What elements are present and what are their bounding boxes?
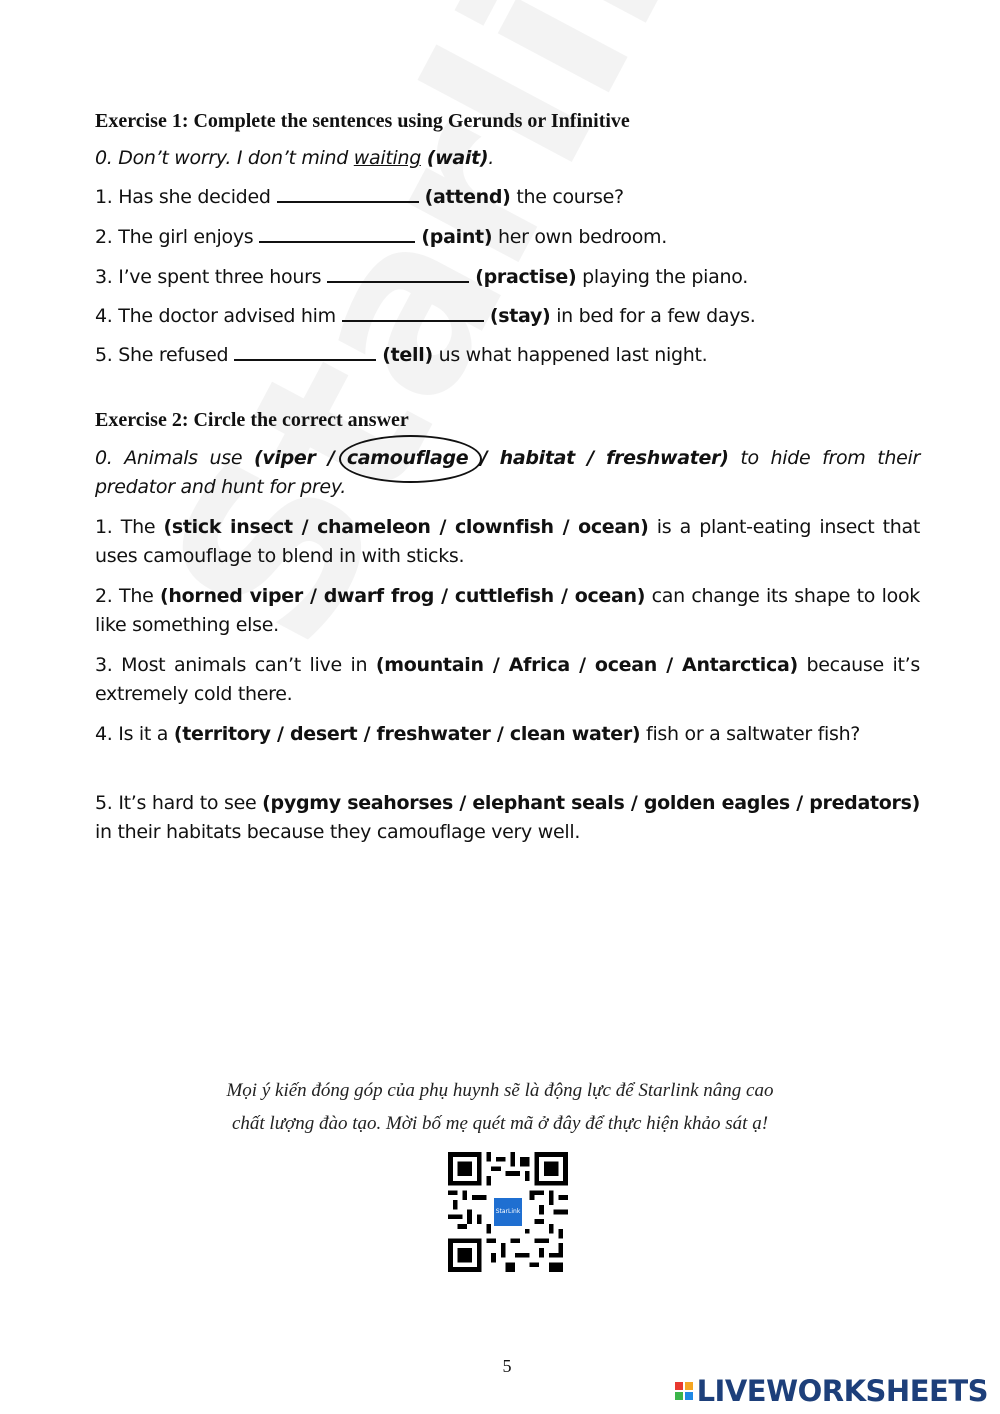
example-choices-before: (viper /: [253, 447, 347, 469]
example-suffix: to hide from their predator and hunt for prey.: [95, 447, 921, 498]
answer-blank[interactable]: [327, 280, 469, 283]
item-prefix: 2. The girl enjoys: [95, 226, 254, 248]
exercise2-item-2: [95, 582, 920, 640]
exercise2-item-4: [95, 720, 920, 749]
item-choices[interactable]: (pygmy seahorses / elephant seals / golden eagles / predators): [262, 792, 920, 814]
exercise2-item-3: [95, 651, 920, 709]
answer-blank[interactable]: [234, 358, 376, 361]
exercise2-item-1: [95, 513, 920, 571]
item-choices[interactable]: (mountain / Africa / ocean / Antarctica): [375, 654, 798, 676]
item-suffix: us what happened last night.: [438, 344, 708, 366]
qr-code-icon[interactable]: [448, 1152, 568, 1272]
logo-block: [685, 1392, 693, 1400]
exercise2-item-5: [95, 789, 920, 847]
example-prefix: 0. Animals use: [95, 447, 254, 469]
example-prefix: 0. Don’t worry. I don’t mind: [95, 147, 354, 169]
item-prefix: 1. The: [95, 516, 164, 538]
item-verb: (tell): [382, 344, 433, 366]
item-suffix: in their habitats because they camouflage very well.: [95, 821, 581, 843]
example-choices-after: / habitat / freshwater): [468, 447, 729, 469]
answer-blank[interactable]: [342, 319, 484, 322]
answer-blank[interactable]: [259, 240, 415, 243]
example-verb: (wait): [426, 147, 489, 169]
exercise2-example: [95, 444, 920, 502]
item-suffix: fish or a saltwater fish?: [640, 723, 861, 745]
answer-circle: [339, 435, 483, 483]
exercise2-heading: Exercise 2: Circle the correct answer: [95, 409, 409, 431]
item-prefix: 5. It’s hard to see: [95, 792, 263, 814]
exercise1-item-5: [95, 344, 707, 366]
example-suffix: .: [488, 147, 495, 169]
liveworksheets-logo[interactable]: [675, 1374, 988, 1408]
item-suffix: in bed for a few days.: [556, 305, 756, 327]
item-prefix: 3. I’ve spent three hours: [95, 266, 322, 288]
item-verb: (paint): [421, 226, 493, 248]
circled-word: camouflage: [346, 447, 469, 469]
feedback-line-1: Mọi ý kiến đóng góp của phụ huynh sẽ là động lực để Starlink nâng cao: [226, 1080, 774, 1101]
brand-name: LIVEWORKSHEETS: [696, 1374, 988, 1408]
item-verb: (attend): [424, 186, 511, 208]
item-suffix: can change its shape to look like something else.: [95, 585, 920, 636]
item-prefix: 1. Has she decided: [95, 186, 271, 208]
page-number: 5: [502, 1356, 512, 1376]
item-suffix: the course?: [516, 186, 624, 208]
exercise1-item-1: [95, 186, 624, 208]
circled-answer: [347, 444, 469, 473]
item-suffix: is a plant-eating insect that uses camouflage to blend in with sticks.: [95, 516, 920, 567]
example-answer: waiting: [353, 147, 421, 169]
qr-logo: StarLink: [494, 1198, 522, 1226]
exercise1-example: [95, 147, 494, 169]
item-prefix: 3. Most animals can’t live in: [95, 654, 376, 676]
item-choices[interactable]: (territory / desert / freshwater / clean water): [173, 723, 641, 745]
item-prefix: 2. The: [95, 585, 161, 607]
item-suffix: because it’s extremely cold there.: [95, 654, 920, 705]
exercise1-heading: Exercise 1: Complete the sentences using Gerunds or Infinitive: [95, 110, 630, 132]
logo-block: [675, 1392, 683, 1400]
item-suffix: her own bedroom.: [497, 226, 667, 248]
item-choices[interactable]: (stick insect / chameleon / clownfish / ocean): [163, 516, 649, 538]
feedback-line-2: chất lượng đào tạo. Mời bố mẹ quét mã ở đây để thực hiện khảo sát ạ!: [231, 1113, 769, 1134]
exercise1-item-2: [95, 226, 667, 248]
logo-block: [685, 1382, 693, 1390]
logo-blocks-icon: [675, 1382, 693, 1400]
logo-block: [675, 1382, 683, 1390]
item-verb: (stay): [489, 305, 551, 327]
item-prefix: 5. She refused: [95, 344, 229, 366]
exercise1-item-3: [95, 266, 748, 288]
item-verb: (practise): [475, 266, 577, 288]
exercise1-item-4: [95, 305, 756, 327]
answer-blank[interactable]: [277, 200, 419, 203]
item-choices[interactable]: (horned viper / dwarf frog / cuttlefish / ocean): [160, 585, 646, 607]
item-suffix: playing the piano.: [582, 266, 748, 288]
item-prefix: 4. The doctor advised him: [95, 305, 336, 327]
item-prefix: 4. Is it a: [95, 723, 174, 745]
